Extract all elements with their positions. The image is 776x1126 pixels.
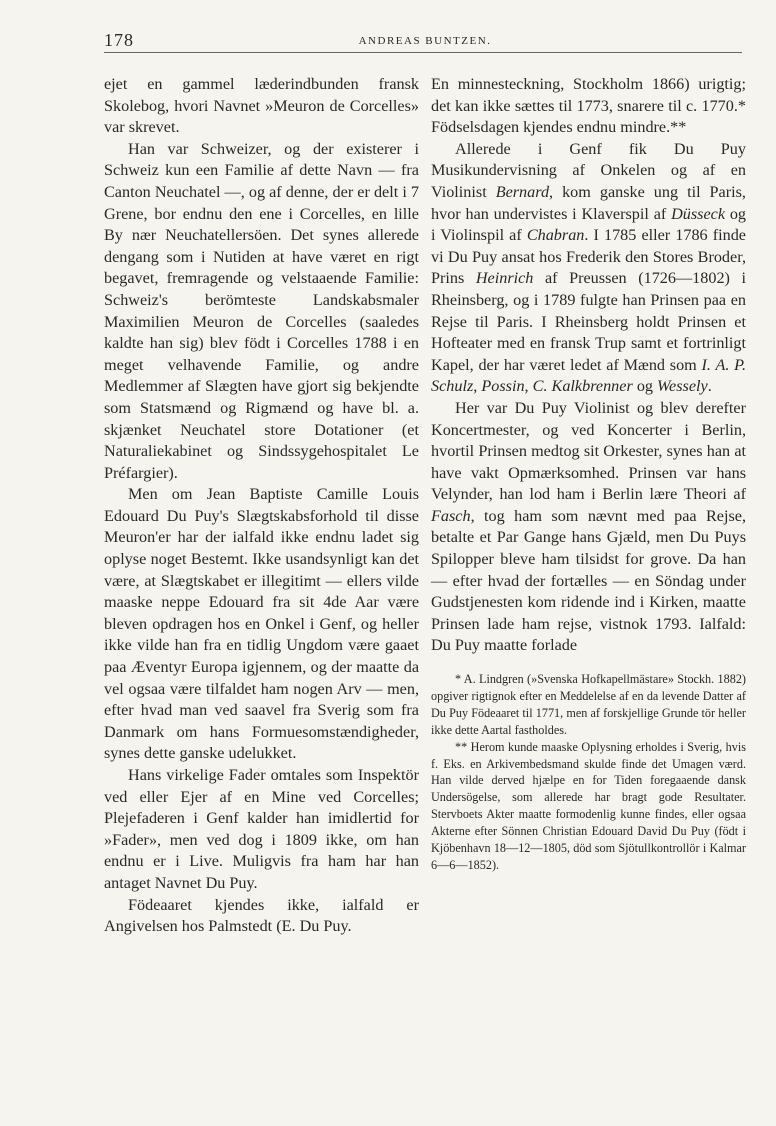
page-number: 178 (104, 30, 134, 50)
paragraph: Hans virkelige Fader omtales som Inspektör ved eller Ejer af en Mine ved Corcelles; Plejefaderen i Genf kalder han imidlertid for »Fader», men ved dog i 1809 ikke, om han endnu er i Live. Muligvis fra ham har han antaget Navnet Du Puy. (104, 766, 419, 892)
right-column (431, 74, 746, 874)
paragraph: ejet en gammel læderindbunden fransk Skolebog, hvori Navnet »Meuron de Corcelles» var skrevet. (104, 75, 419, 137)
text-run: , (524, 377, 533, 396)
paragraph: Han var Schweizer, og der existerer i Schweiz kun een Familie af dette Navn — fra Canton Neuchatel —, og af denne, der er delt i 7 Grene, bor endnu den ene i Corcelles, en lille By nær Neuchatellersöen. Det synes allerede dengang som i Nutiden at have været en rigt begavet, fremragende og velstaaende Familie: Schweiz's berömteste Landskabsmaler Maximilien Meuron de Corcelles (saaledes kaldte han sig) blev födt i Corcelles 1788 i en meget velhavende Familie, og andre Medlemmer af Slægten have gjort sig bekjendte som Statsmænd og Rigmænd og have bl. a. skjænket Neuchatel store Dotationer (et Naturaliekabinet og Sindssygehospitalet Le Préfargier). (104, 139, 419, 482)
person-name: Chabran (526, 226, 585, 245)
page-header (104, 30, 746, 54)
text-run: og (632, 377, 658, 396)
person-name: Bernard (495, 182, 550, 201)
paragraph: Födeaaret kjendes ikke, ialfald er Angivelsen hos Palmstedt (E. Du Puy. (104, 895, 419, 936)
text-run: . (707, 377, 712, 396)
paragraph: En minnesteckning, Stockholm 1866) urigtig; det kan ikke sættes til 1773, snarere til c. 1770.* Födselsdagen kjendes endnu mindre.** (431, 75, 746, 137)
person-name: Düsseck (671, 204, 726, 223)
text-run: Her var Du Puy Violinist og blev derefter Koncertmester, og ved Koncerter i Berlin, hvortil Prinsen medtog sit Orkester, synes han at have vakt Opmærksomhed. Prinsen var hans Velynder, han lod ham i Berlin lære Theori af (431, 398, 746, 504)
footnotes (431, 671, 746, 874)
footnote: * A. Lindgren (»Svenska Hofkapellmästare» Stockh. 1882) opgiver rigtignok efter en Meddelelse af en da levende Datter af Du Puy Födeaaret til 1771, men af forskjellige Grunde tör heller ikke dette Aartal fastholdes. (431, 672, 746, 737)
person-name: Heinrich (475, 269, 534, 288)
person-name: Fasch (431, 506, 471, 525)
person-name: I. A. P. Schulz (431, 355, 746, 396)
paragraph (431, 139, 746, 398)
person-name: Wessely (657, 377, 708, 396)
text-run: Allerede i Genf fik Du Puy Musikundervisning af Onkelen og af en Violinist (431, 139, 746, 201)
paragraph: Men om Jean Baptiste Camille Louis Edouard Du Puy's Slægtskabsforhold til disse Meuron'er har der ialfald ikke endnu ladet sig oplyse noget Bestemt. Ikke usandsynligt kan det være, at Slægtskabet er illegitimt — ellers vilde maaske neppe Edouard fra sit 4de Aar være bleven opdragen hos en Onkel i Genf, og heller ikke vilde han fra en tidlig Ungdom være gaaet paa Æventyr Europa igjennem, og der maatte da vel ogsaa være tilfaldet ham nogen Arv — men, efter hvad man ved saavel fra Sverig som fra Danmark om hans Formuesomstændigheder, synes dette ganske udelukket. (104, 485, 419, 763)
text-run: , kom ganske ung til Paris, hvor han undervistes i Klaverspil af (431, 182, 746, 223)
header-rule (104, 52, 742, 53)
text-run: af Preussen (1726—1802) i Rheinsberg, og i 1789 fulgte han Prinsen paa en Rejse til Paris. I Rheinsberg holdt Prinsen et Hofteater med en fransk Trup samt et fortrinligt Kapel, der har været ledet af Mænd som (431, 269, 746, 374)
running-title: ANDREAS BUNTZEN. (358, 35, 492, 47)
left-column (104, 74, 419, 938)
text-run: , (473, 377, 482, 396)
footnote: ** Herom kunde maaske Oplysning erholdes i Sverig, hvis f. Eks. en Arkivembedsmand skulde finde det Umagen værd. Han vilde derved hjælpe en for Tiden foregaaende dansk Undersögelse, som allerede har bragt gode Resultater. Stervboets Akter maatte formodenlig kunne findes, eller ogsaa Akterne efter Sönnen Christian Edouard David Du Puy (födt i Kjöbenhavn 18—12—1805, död som Sjötullkontrollör i Kalmar 6—6—1852). (431, 739, 746, 872)
paragraph (431, 398, 746, 657)
text-run: . I 1785 eller 1786 finde vi Du Puy ansat hos Frederik den Stores Broder, Prins (431, 226, 746, 288)
person-name: Possin (481, 377, 525, 396)
person-name: C. Kalkbrenner (532, 377, 633, 396)
text-run: , tog ham som nævnt med paa Rejse, betalte et Par Gange hans Gjæld, men Du Puys Spilopper bleve ham tilsidst for grove. Da han — efter hvad der fortælles — en Söndag under Gudstjenesten kom ridende ind i Kirken, maatte Prinsen lade ham rejse, vistnok 1793. Ialfald: Du Puy maatte forlade (431, 506, 746, 655)
text-run: og i Violinspil af (431, 204, 747, 245)
